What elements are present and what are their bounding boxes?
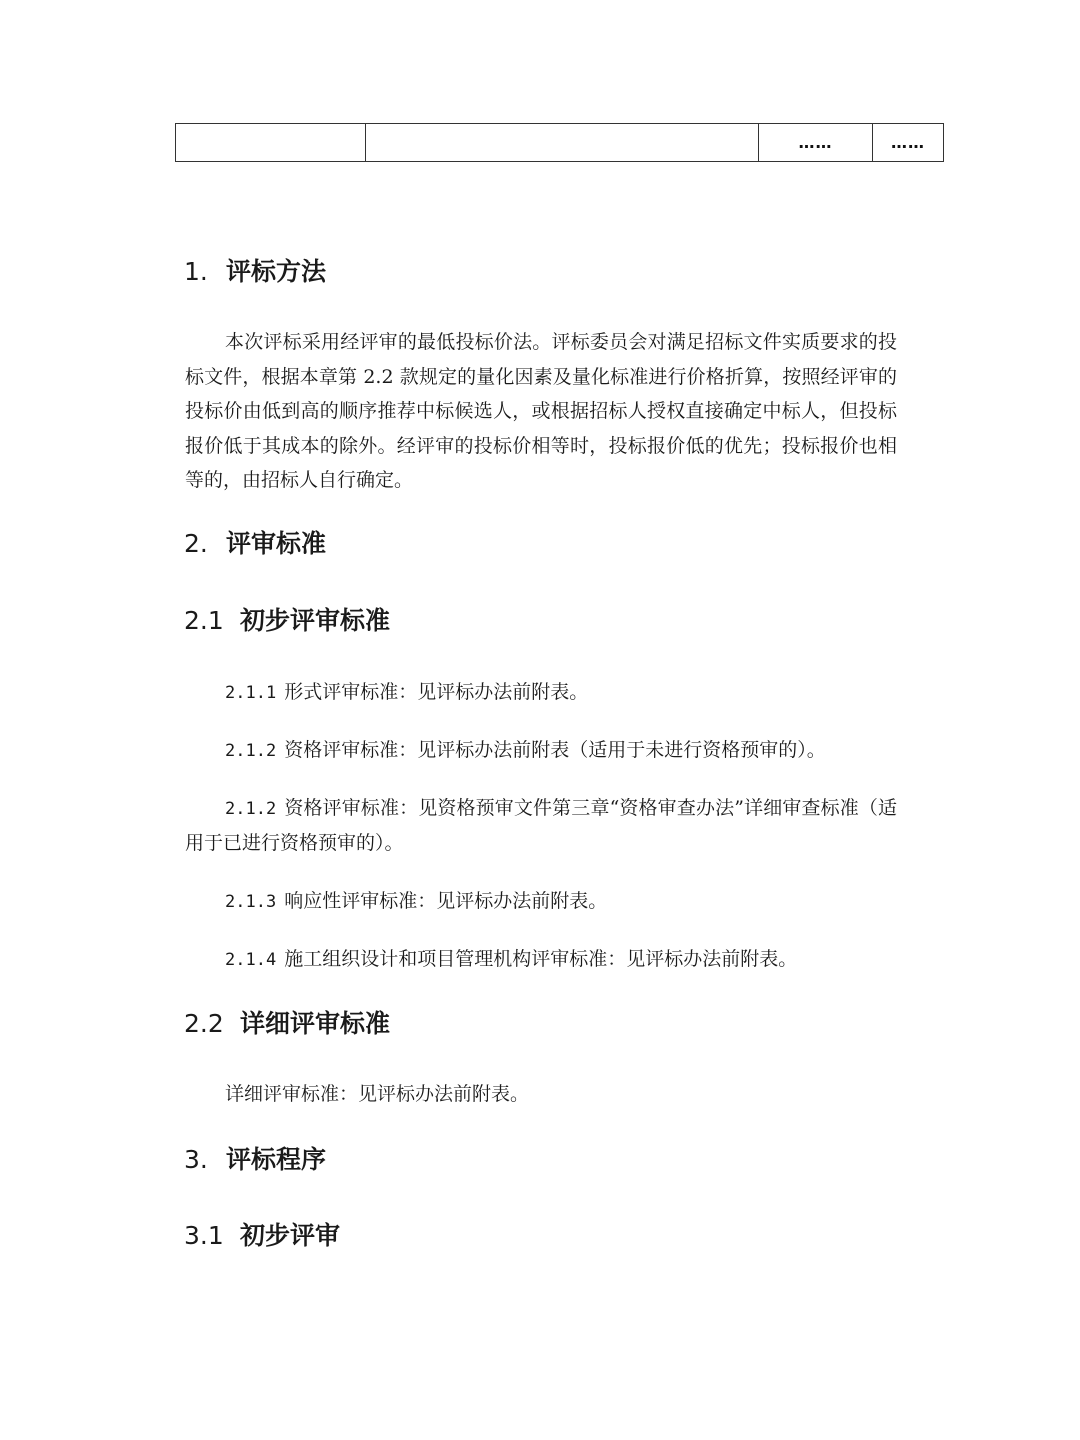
table-cell bbox=[176, 124, 366, 162]
heading-number: 3. bbox=[184, 1145, 208, 1174]
heading-title: 详细评审标准 bbox=[240, 1009, 391, 1038]
clause-number: 2.1.1 bbox=[225, 683, 277, 703]
heading-section-3 bbox=[184, 1147, 326, 1172]
clause-text: 形式评审标准：见评标办法前附表。 bbox=[284, 681, 589, 703]
heading-title: 评审标准 bbox=[226, 529, 327, 558]
clause-2-1-2-b bbox=[185, 791, 897, 860]
heading-title: 初步评审标准 bbox=[240, 606, 391, 635]
table-cell-ellipsis: …… bbox=[873, 124, 944, 162]
clause-text: 资格评审标准：见评标办法前附表（适用于未进行资格预审的）。 bbox=[284, 739, 826, 761]
clause-number: 2.1.2 bbox=[225, 799, 277, 819]
heading-title: 评标方法 bbox=[226, 257, 327, 286]
heading-number: 2.1 bbox=[184, 606, 224, 635]
heading-number: 3.1 bbox=[184, 1221, 224, 1250]
heading-number: 2. bbox=[184, 529, 208, 558]
table-row bbox=[176, 124, 944, 162]
section-1-paragraph: 本次评标采用经评审的最低投标价法。评标委员会对满足招标文件实质要求的投标文件，根据本章第 2.2 款规定的量化因素及量化标准进行价格折算，按照经评审的投标价由低到高的顺序推荐中标候选人，或根据招标人授权直接确定中标人，但投标报价低于其成本的除外。经评审的投标价相等时，投标报价低的优先；投标报价也相等的，由招标人自行确定。 bbox=[185, 331, 897, 491]
heading-section-2-2 bbox=[184, 1011, 390, 1036]
heading-number: 1. bbox=[184, 257, 208, 286]
clause-2-1-3 bbox=[185, 884, 897, 919]
heading-section-2-1 bbox=[184, 608, 390, 633]
heading-title: 初步评审 bbox=[240, 1221, 341, 1250]
heading-section-3-1 bbox=[184, 1223, 340, 1248]
clause-text: 施工组织设计和项目管理机构评审标准：见评标办法前附表。 bbox=[284, 948, 798, 970]
heading-section-2 bbox=[184, 531, 326, 556]
table-cell-ellipsis: …… bbox=[759, 124, 873, 162]
heading-section-1 bbox=[184, 259, 326, 284]
clause-2-1-2-a bbox=[185, 733, 897, 768]
heading-title: 评标程序 bbox=[226, 1145, 327, 1174]
clause-2-1-4 bbox=[185, 942, 897, 977]
clause-number: 2.1.2 bbox=[225, 741, 277, 761]
clause-text: 响应性评审标准：见评标办法前附表。 bbox=[284, 890, 608, 912]
table-fragment bbox=[175, 123, 944, 162]
clause-text: 资格评审标准：见资格预审文件第三章“资格审查办法”详细审查标准（适用于已进行资格预审的）。 bbox=[185, 797, 897, 854]
clause-2-1-1 bbox=[185, 675, 897, 710]
clause-number: 2.1.3 bbox=[225, 892, 277, 912]
heading-number: 2.2 bbox=[184, 1009, 224, 1038]
clause-number: 2.1.4 bbox=[225, 950, 277, 970]
section-2-2-paragraph: 详细评审标准：见评标办法前附表。 bbox=[225, 1083, 530, 1105]
table-cell bbox=[366, 124, 759, 162]
